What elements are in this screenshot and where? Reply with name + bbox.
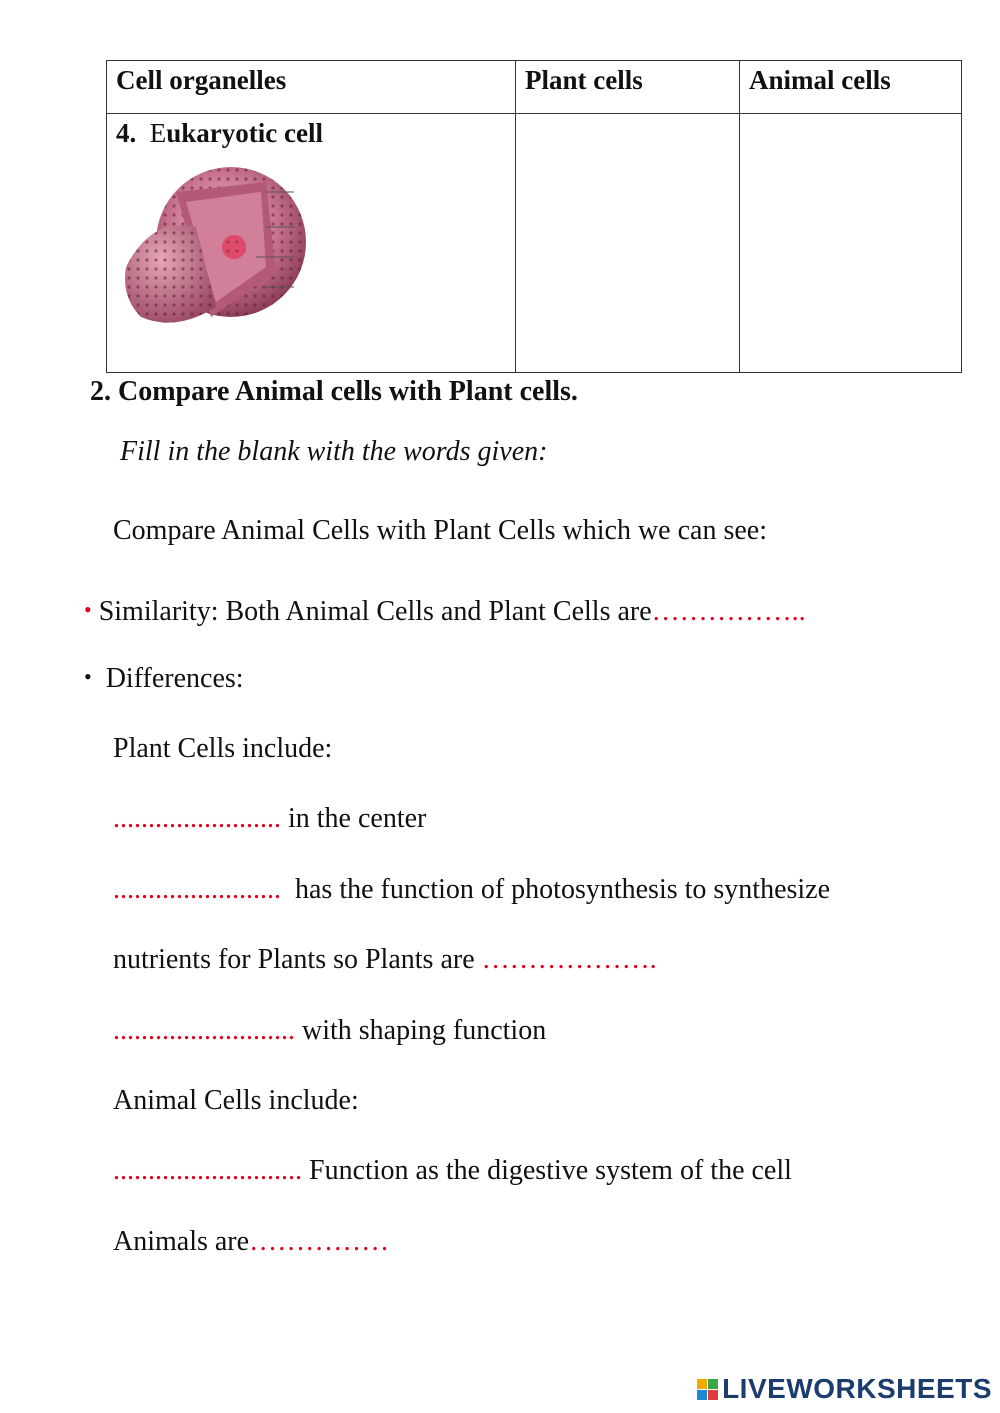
animal-text: Function as the digestive system of the cell <box>302 1155 792 1186</box>
animal-cells-answer-cell[interactable] <box>740 114 962 373</box>
similarity-text: Similarity: Both Animal Cells and Plant Cells are <box>98 596 652 627</box>
plant-blank-1[interactable]: ........................ <box>113 803 281 834</box>
row-label-first-letter: E <box>149 118 167 148</box>
plant-text-1: in the center <box>281 803 427 834</box>
row-label-rest: ukaryotic cell <box>166 118 323 148</box>
nutrients-line <box>113 944 657 976</box>
intro-text: Compare Animal Cells with Plant Cells which we can see: <box>113 515 767 546</box>
row-number: 4. <box>116 118 137 148</box>
animals-text: Animals are <box>113 1226 250 1257</box>
shaping-line <box>113 1015 546 1047</box>
logo-text: LIVEWORKSHEETS <box>722 1373 992 1404</box>
differences-label: Differences: <box>105 663 244 694</box>
animals-are-line <box>113 1226 389 1258</box>
nutrients-text: nutrients for Plants so Plants are <box>113 944 482 975</box>
plant-heading: Plant Cells include: <box>113 733 333 764</box>
header-animal-cells: Animal cells <box>740 61 962 114</box>
animal-heading: Animal Cells include: <box>113 1085 359 1116</box>
header-plant-cells: Plant cells <box>516 61 740 114</box>
animal-blank[interactable]: ........................... <box>113 1155 302 1186</box>
nutrients-blank[interactable]: ………………. <box>481 944 657 975</box>
section-title: 2. Compare Animal cells with Plant cells. <box>90 376 578 407</box>
plant-blank-2[interactable]: ........................ <box>113 874 281 905</box>
eukaryotic-cell-illustration <box>116 157 506 349</box>
instruction: Fill in the blank with the words given: <box>120 436 548 467</box>
plant-text-2: has the function of photosynthesis to synthesize <box>281 874 831 905</box>
animals-blank[interactable]: …………… <box>249 1226 390 1257</box>
shaping-blank[interactable]: .......................... <box>113 1015 295 1046</box>
differences-line <box>84 663 244 695</box>
logo-mark-icon <box>697 1379 718 1400</box>
plant-cells-answer-cell[interactable] <box>516 114 740 373</box>
liveworksheets-logo <box>697 1373 992 1405</box>
organelle-cell-eukaryotic <box>107 114 516 373</box>
similarity-line <box>84 596 806 628</box>
organelle-table <box>106 60 962 373</box>
bullet-icon: • <box>84 664 92 689</box>
similarity-blank[interactable]: …………….. <box>651 596 806 627</box>
shaping-text: with shaping function <box>295 1015 547 1046</box>
animal-line-lysosome <box>113 1155 792 1187</box>
header-cell-organelles: Cell organelles <box>107 61 516 114</box>
bullet-icon: • <box>84 597 92 622</box>
plant-line-chloroplast <box>113 874 830 906</box>
plant-line-vacuole <box>113 803 426 835</box>
